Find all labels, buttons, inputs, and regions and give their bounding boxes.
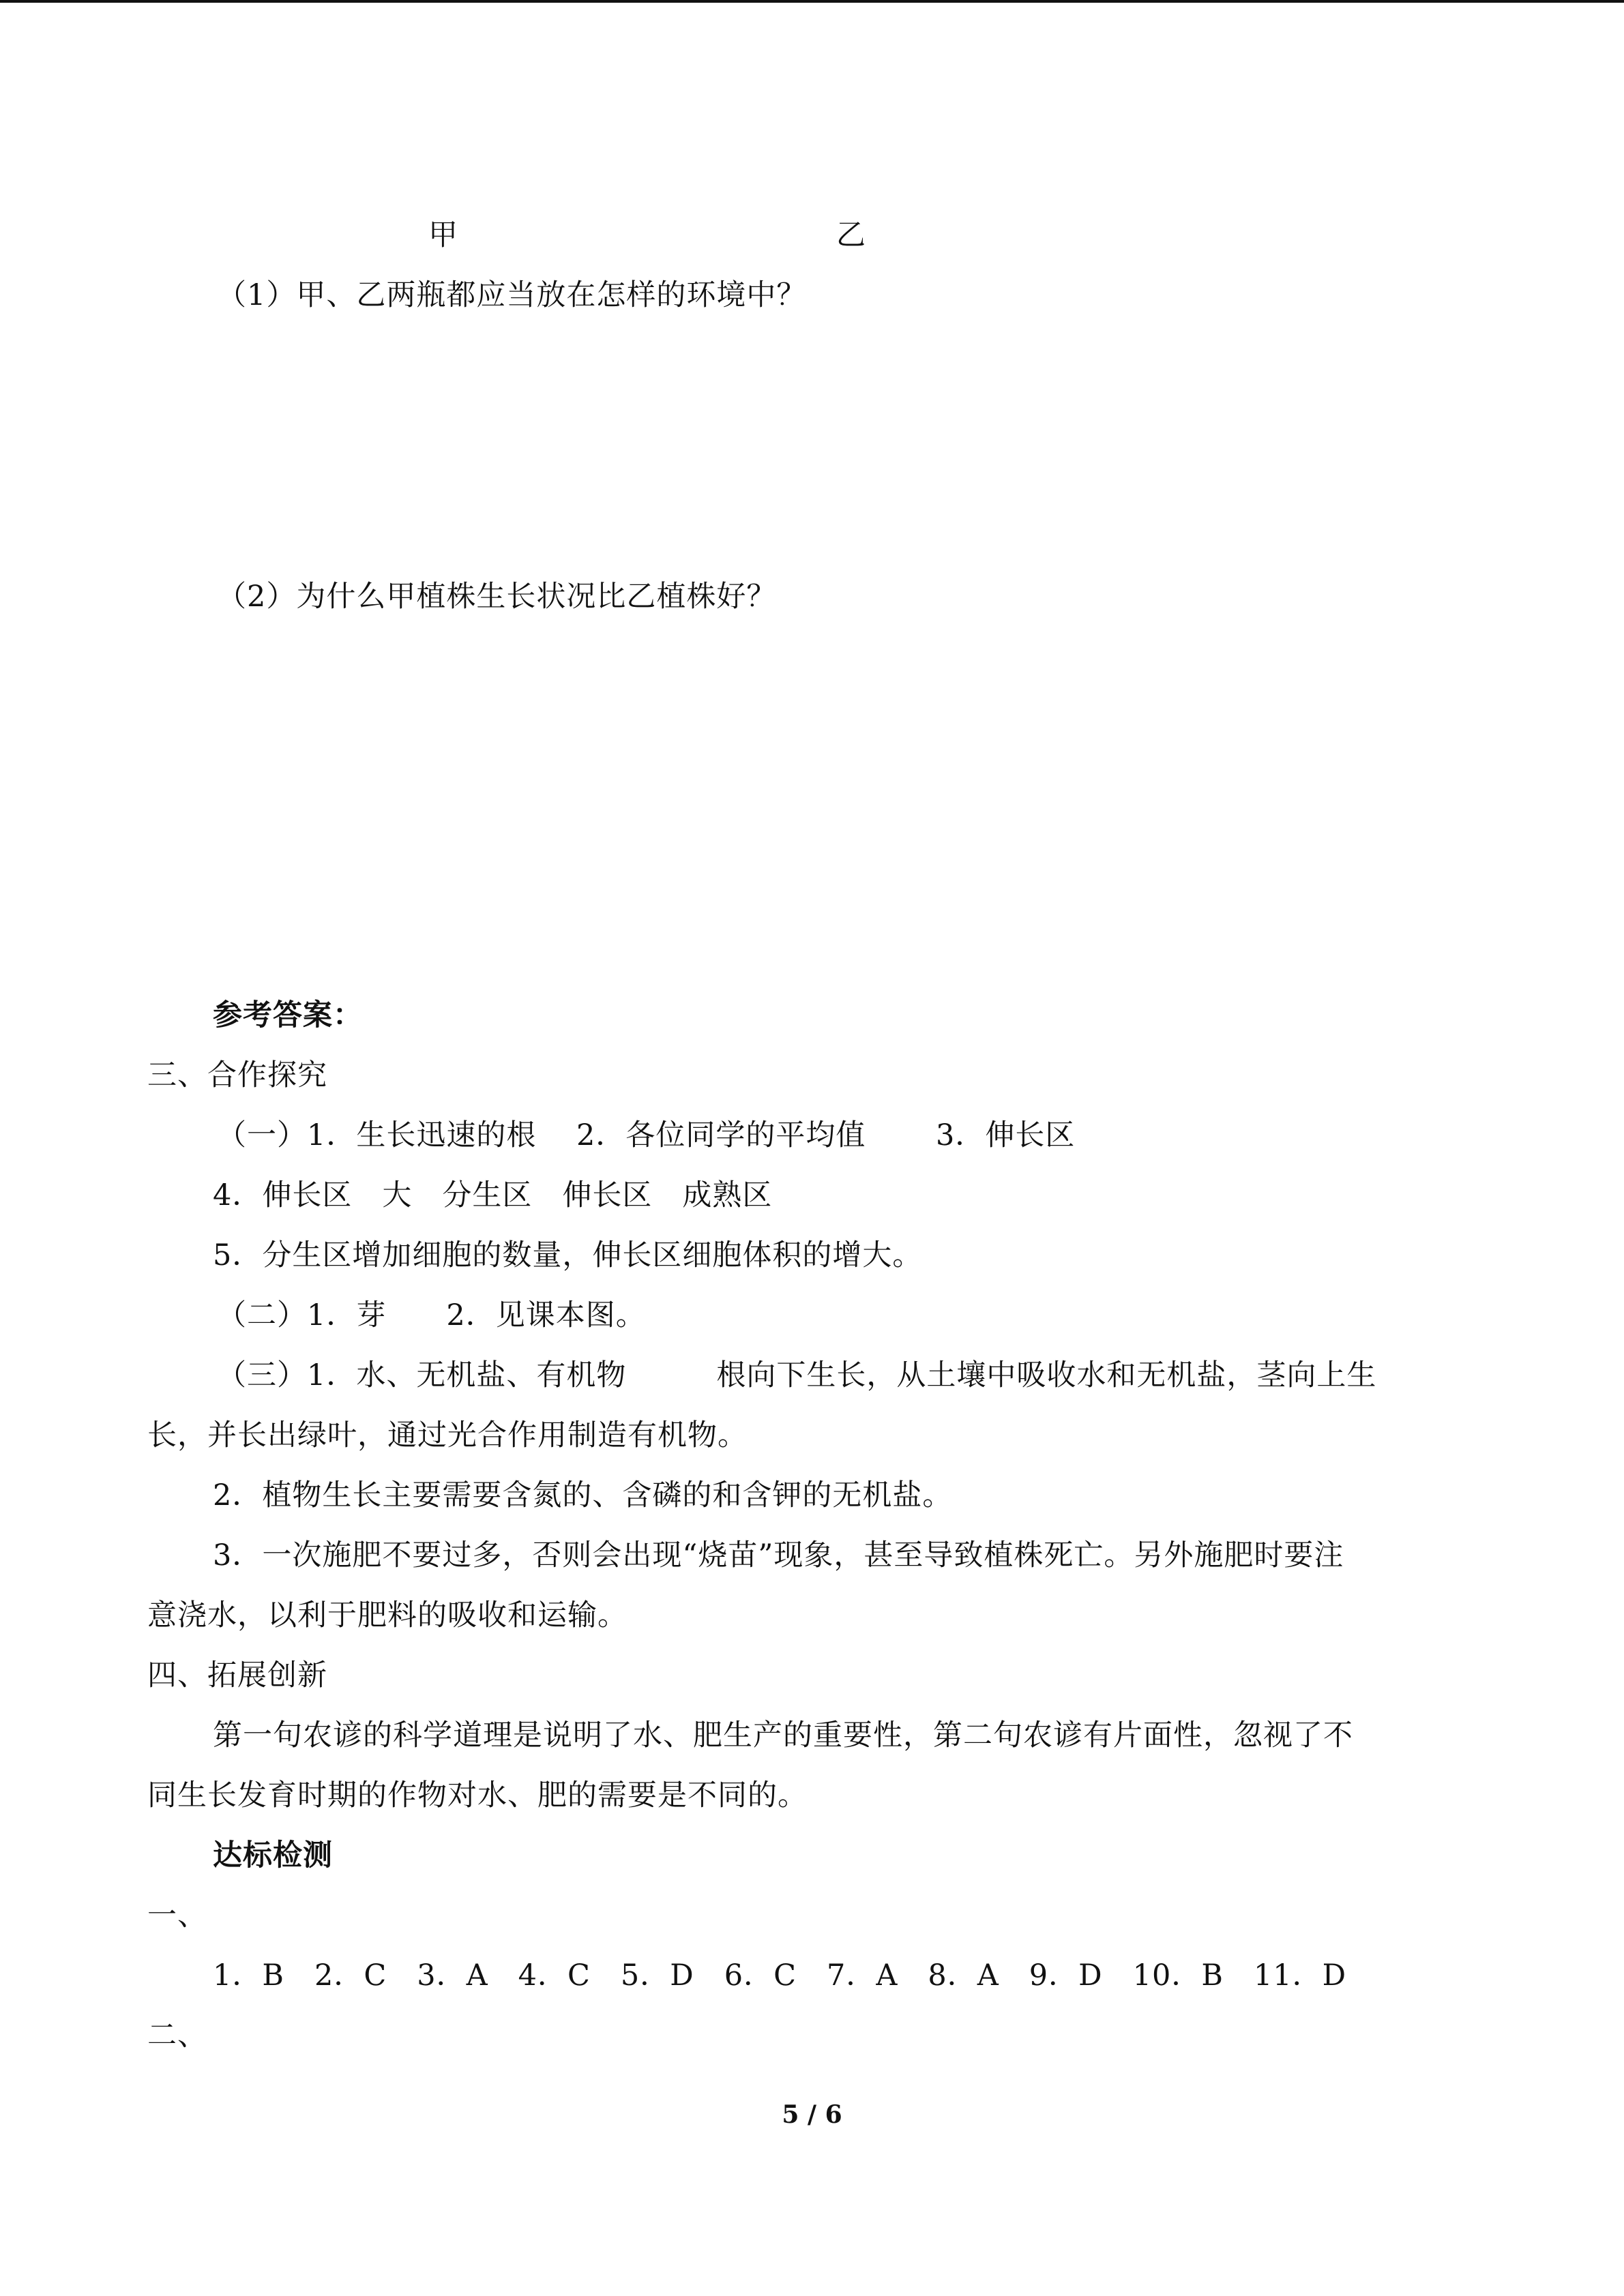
answer-line: 长，并长出绿叶，通过光合作用制造有机物。 [147,1418,748,1452]
question-1: （1）甲、乙两瓶都应当放在怎样的环境中？ [217,278,807,312]
figure-label-jia: 甲 [428,218,458,252]
page-number: 5 / 6 [782,2100,842,2129]
answer-line: 5．分生区增加细胞的数量，伸长区细胞体积的增大。 [213,1238,923,1272]
answer-line: 同生长发育时期的作物对水、肥的需要是不同的。 [147,1778,808,1813]
part-1-title: 一、 [147,1898,207,1933]
check-heading: 达标检测 [213,1838,333,1873]
answer-line: 3．一次施肥不要过多，否则会出现“烧苗”现象，甚至导致植株死亡。另外施肥时要注 [213,1538,1344,1572]
section-3-title: 三、合作探究 [147,1058,327,1092]
figure-label-yi: 乙 [836,218,866,252]
answer-line: （一）1．生长迅速的根 2．各位同学的平均值 3．伸长区 [217,1118,1076,1152]
top-border [0,0,1624,3]
answer-line: （二）1．芽 2．见课本图。 [217,1298,646,1332]
part-1-answers: 1．B 2．C 3．A 4．C 5．D 6．C 7．A 8．A 9．D 10．B 11．D [213,1958,1347,1993]
answers-heading: 参考答案： [213,998,363,1032]
answer-line: 第一句农谚的科学道理是说明了水、肥生产的重要性，第二句农谚有片面性，忽视了不 [213,1718,1353,1753]
question-2: （2）为什么甲植株生长状况比乙植株好？ [217,580,777,614]
section-4-title: 四、拓展创新 [147,1658,327,1693]
part-2-title: 二、 [147,2018,207,2053]
answer-line: 4．伸长区 大 分生区 伸长区 成熟区 [213,1178,773,1212]
answer-line: 意浇水，以利于肥料的吸收和运输。 [147,1598,628,1632]
answer-line: 2．植物生长主要需要含氮的、含磷的和含钾的无机盐。 [213,1478,953,1512]
answer-line: （三）1．水、无机盐、有机物 根向下生长，从土壤中吸收水和无机盐，茎向上生 [217,1358,1377,1392]
